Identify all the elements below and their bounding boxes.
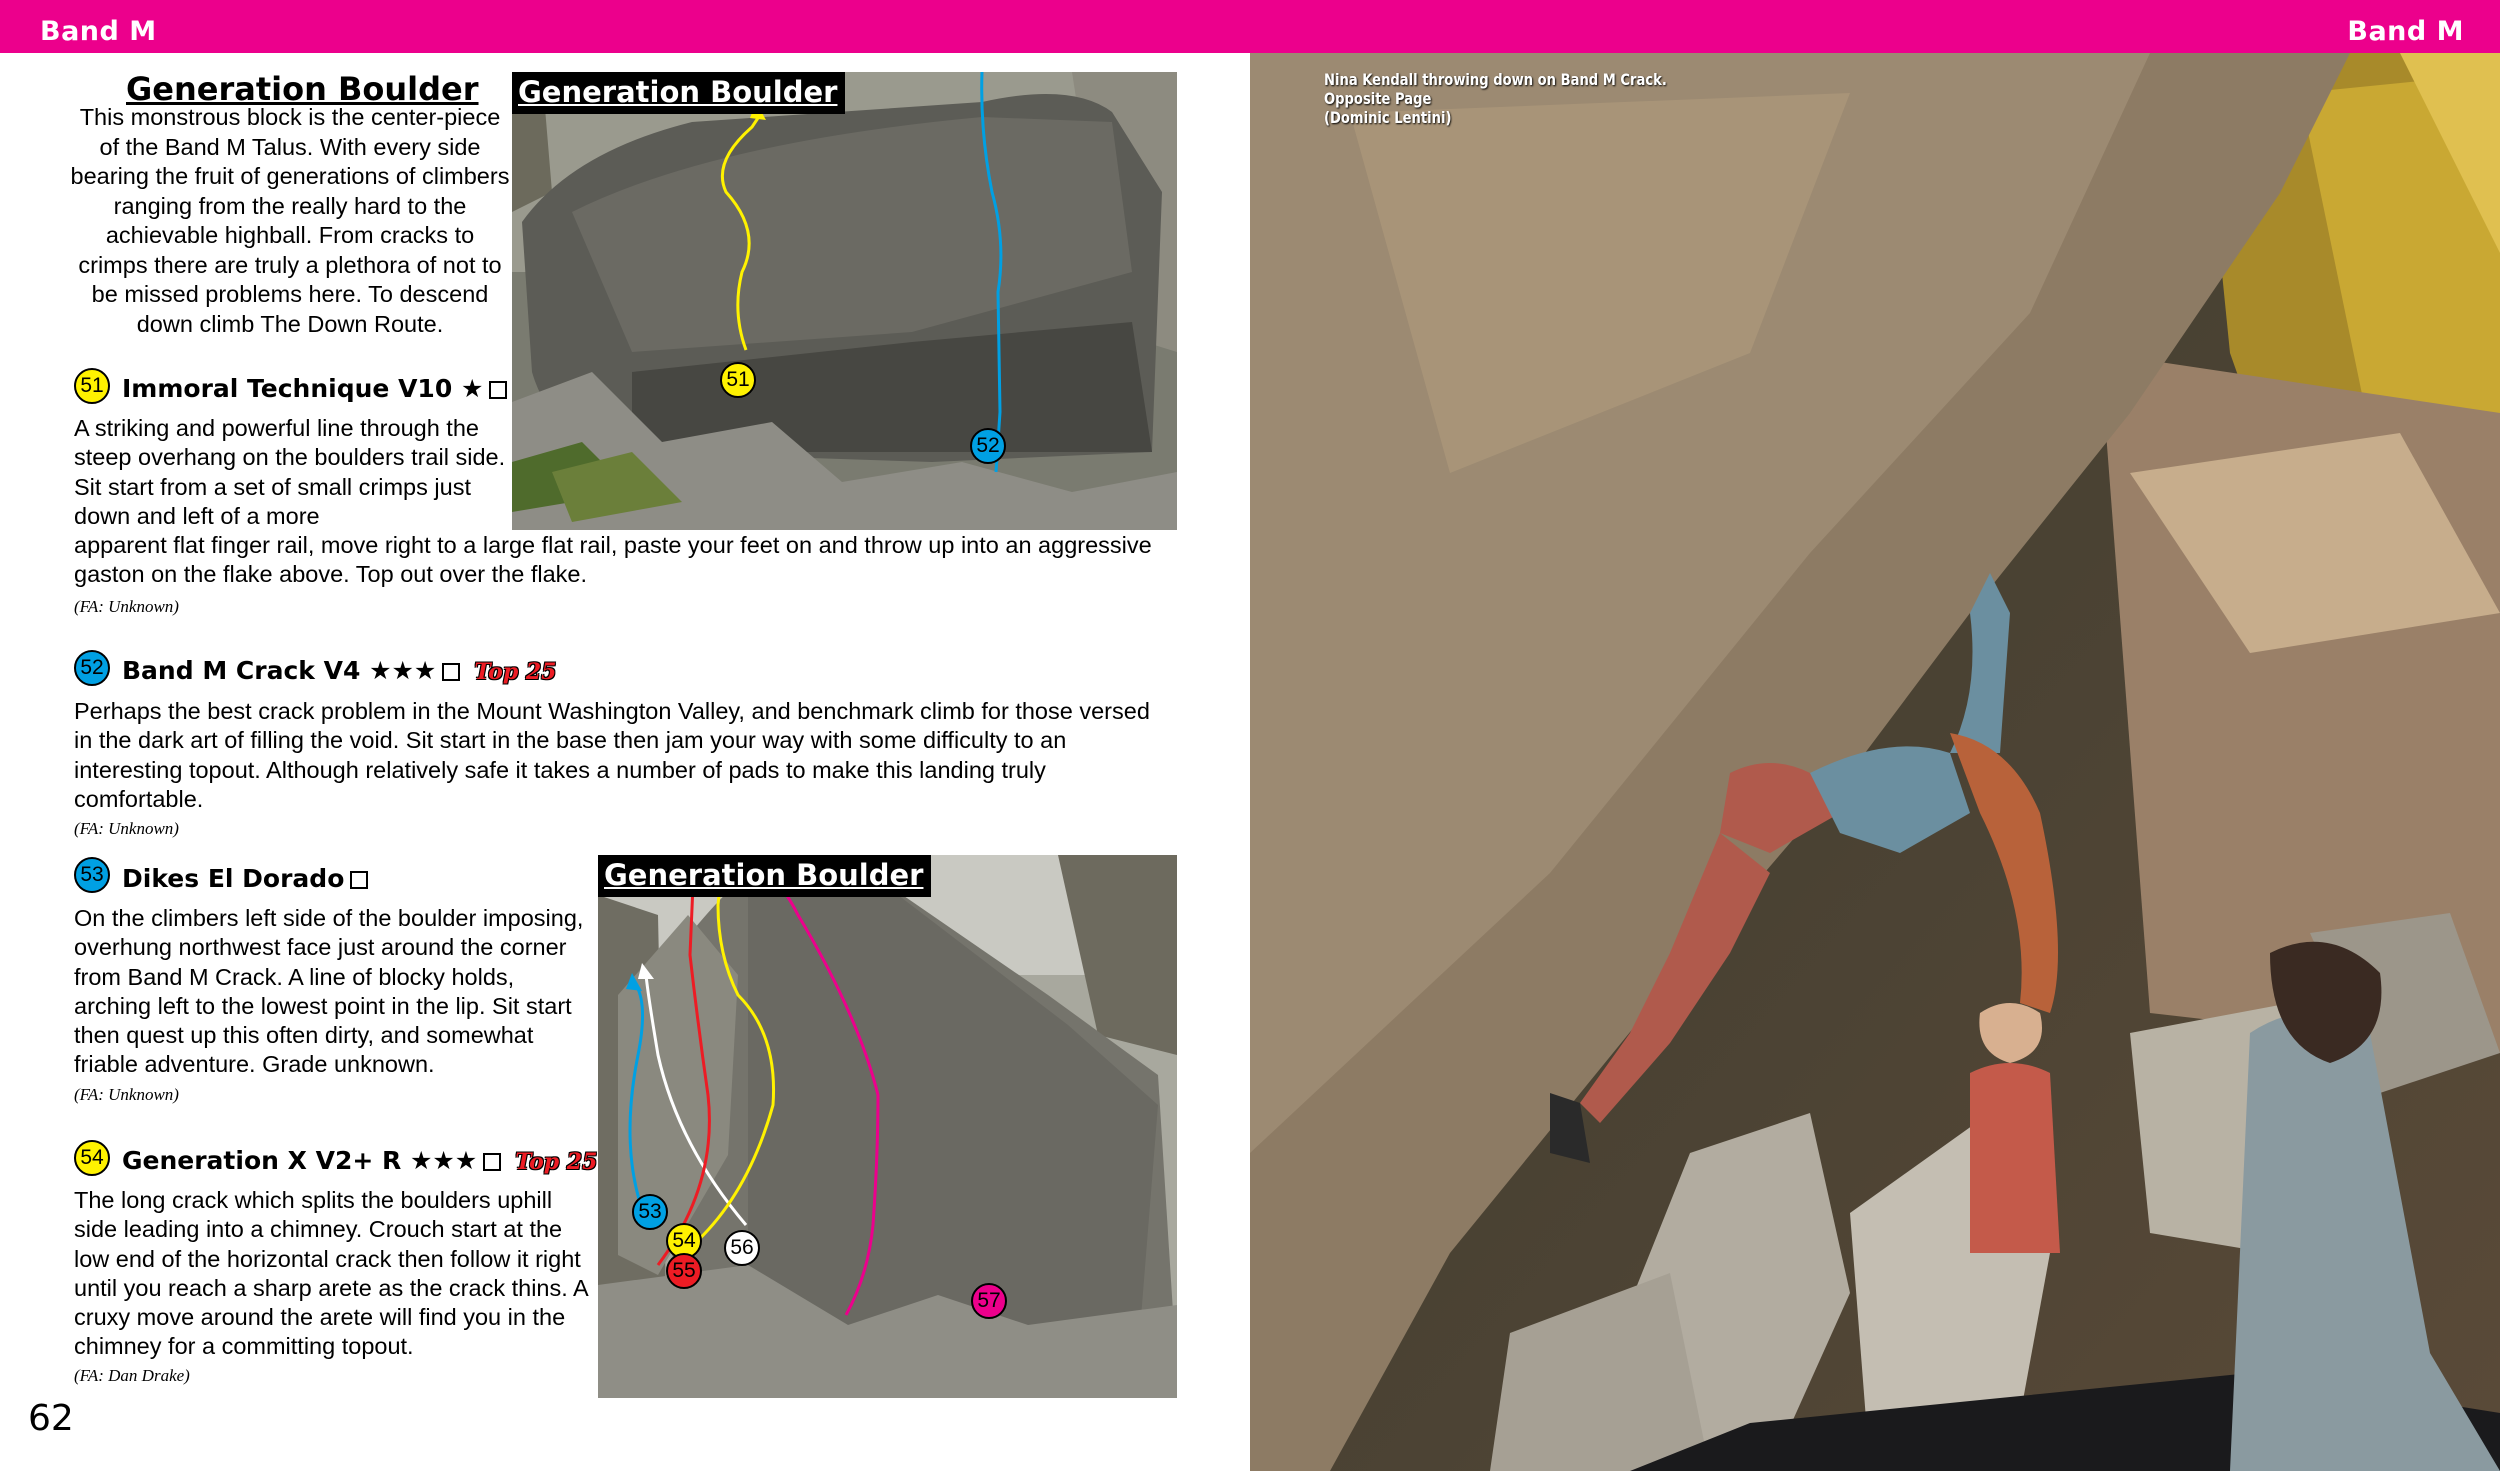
problem-52-tick-box[interactable] [442, 663, 460, 681]
photo-marker-57: 57 [971, 1283, 1007, 1319]
problem-51-description-a: A striking and powerful line through the steep overhang on the boulders trail side. Sit start from a set of small crimps just down and left of a more [74, 415, 506, 529]
boulder-photo-bottom [598, 855, 1177, 1398]
photo-caption-line-2: Opposite Page [1324, 89, 1432, 108]
climber-photo-image [1250, 53, 2500, 1471]
problem-54-name: Generation X V2+ R [122, 1146, 402, 1175]
boulder-photo-top-image [512, 72, 1177, 530]
problem-52-description: Perhaps the best crack problem in the Mount Washington Valley, and benchmark climb for those versed in the dark art of filling the void. Sit start in the base then jam your way with some difficulty to an interesting topout. Although relatively safe it takes a number of pads to make this landing truly comfortable. [74, 698, 1150, 812]
header-section-right: Band M [2347, 16, 2464, 47]
problem-51-tick-box[interactable] [489, 381, 507, 399]
photo-caption-line-1: Nina Kendall throwing down on Band M Crack. [1324, 70, 1667, 89]
problem-53-description: On the climbers left side of the boulder imposing, overhung northwest face just around the corner from Band M Crack. A line of blocky holds, arching left to the lowest point in the lip. Sit start then quest up this often dirty, and somewhat friable adventure. Grade unknown. [74, 905, 584, 1078]
boulder-photo-top-label: Generation Boulder [512, 72, 845, 114]
header-section-left: Band M [40, 16, 157, 47]
page-number: 62 [28, 1398, 74, 1439]
photo-caption-line-3: (Dominic Lentini) [1324, 108, 1452, 127]
problem-51-title [122, 374, 507, 403]
section-title: Generation Boulder [126, 70, 479, 108]
photo-marker-53: 53 [632, 1194, 668, 1230]
problem-52-fa: (FA: Unknown) [74, 819, 179, 838]
problem-53-fa: (FA: Unknown) [74, 1085, 179, 1104]
climber-photo [1250, 53, 2500, 1471]
problem-53-tick-box[interactable] [350, 871, 368, 889]
problem-53-badge: 53 [74, 857, 110, 893]
problem-54-tick-box[interactable] [483, 1153, 501, 1171]
photo-marker-55: 55 [666, 1253, 702, 1289]
problem-54-top25-badge: Top 25 [515, 1149, 598, 1175]
problem-52-badge: 52 [74, 650, 110, 686]
problem-54-description: The long crack which splits the boulders uphill side leading into a chimney. Crouch start at the low end of the horizontal crack then follow it right until you reach a sharp arete as the crack thins. A cruxy move around the arete will find you in the chimney for a committing topout. [74, 1187, 588, 1360]
problem-53-title [122, 864, 368, 893]
problem-52-stars: ★★★ [369, 656, 437, 685]
problem-51-stars: ★ [460, 374, 484, 403]
problem-53-name: Dikes El Dorado [122, 864, 345, 893]
problem-52-title [122, 656, 557, 685]
problem-54-stars: ★★★ [409, 1146, 478, 1175]
problem-51-fa: (FA: Unknown) [74, 597, 179, 616]
problem-51-description-b: apparent flat finger rail, move right to a large flat rail, paste your feet on and throw up into an aggressive gaston on the flake above. Top out over the flake. [74, 532, 1152, 588]
boulder-photo-top [512, 72, 1177, 530]
photo-marker-51: 51 [720, 362, 756, 398]
header-bar [0, 0, 2500, 53]
section-intro: This monstrous block is the center-piece of the Band M Talus. With every side bearing the fruit of generations of climbers ranging from the really hard to the achievable highball. From cracks to crimps there are truly a plethora of not to be missed problems here. To descend down climb The Down Route. [70, 104, 510, 337]
photo-marker-54: 54 [666, 1223, 702, 1259]
problem-54-title [122, 1146, 597, 1175]
photo-caption [1324, 70, 1667, 127]
boulder-photo-bottom-label: Generation Boulder [598, 855, 931, 897]
problem-54-badge: 54 [74, 1140, 110, 1176]
problem-52-name: Band M Crack V4 [122, 656, 361, 685]
photo-marker-56: 56 [724, 1230, 760, 1266]
problem-52-top25-badge: Top 25 [474, 659, 557, 685]
problem-51-badge: 51 [74, 368, 110, 404]
problem-54-fa: (FA: Dan Drake) [74, 1366, 190, 1385]
photo-marker-52: 52 [970, 428, 1006, 464]
boulder-photo-bottom-image [598, 855, 1177, 1398]
problem-51-name: Immoral Technique V10 [122, 374, 453, 403]
